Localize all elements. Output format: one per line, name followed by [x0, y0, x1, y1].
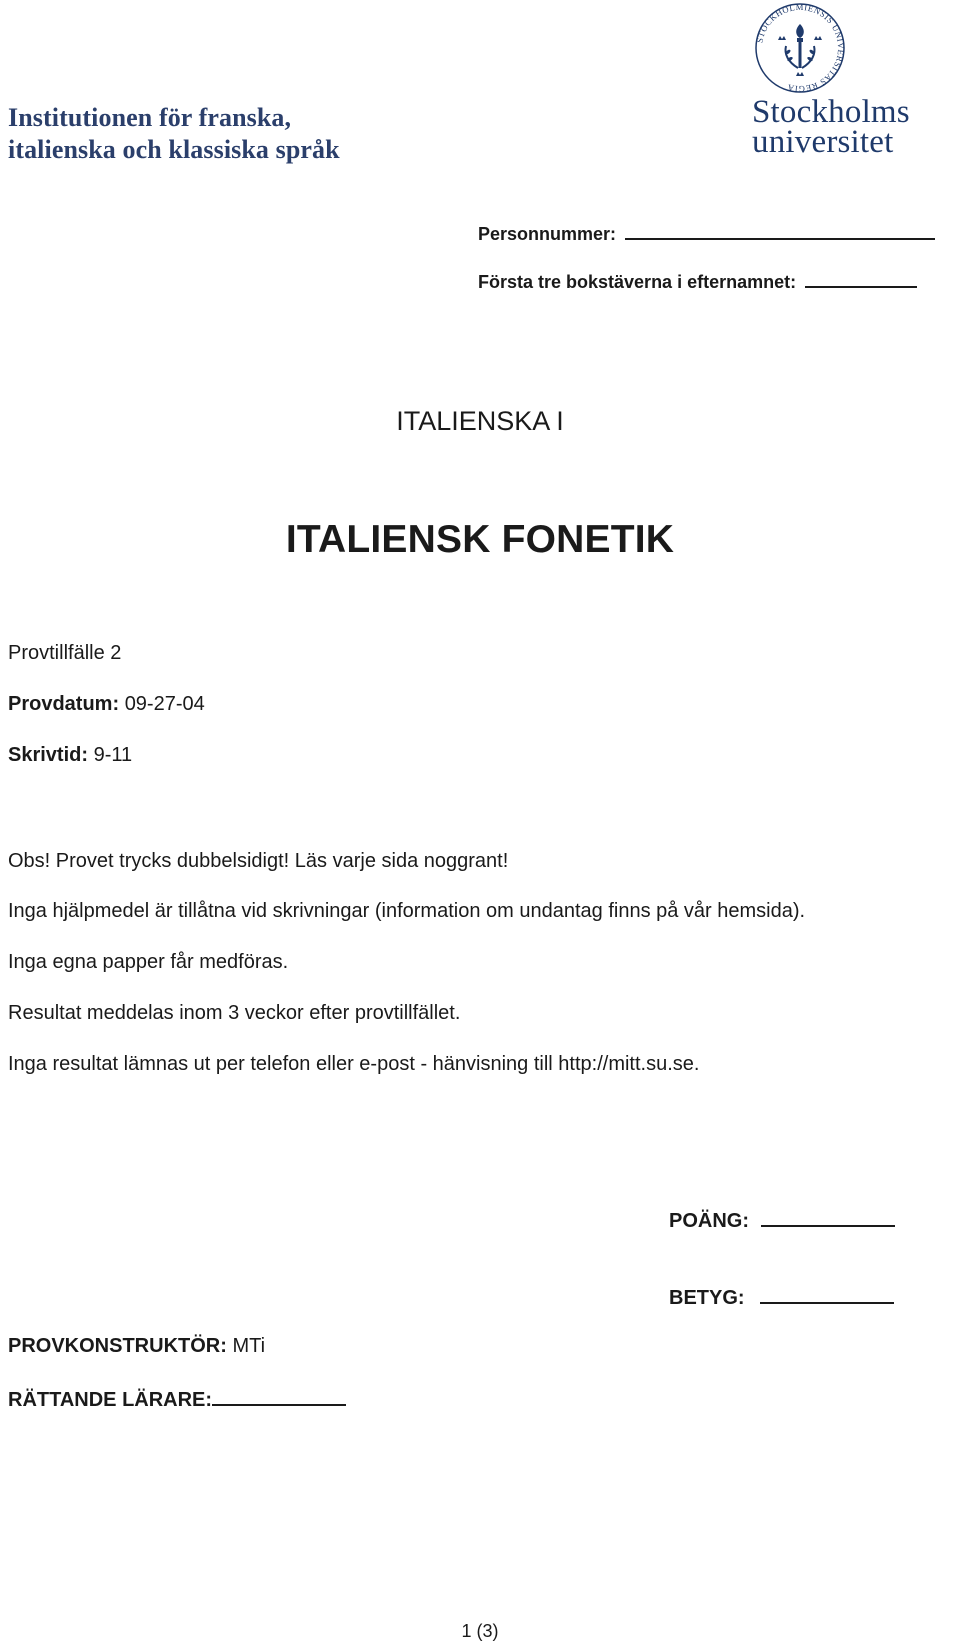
grade-input-line[interactable] [760, 1284, 894, 1304]
constructor-label: PROVKONSTRUKTÖR: [8, 1335, 227, 1357]
exam-time-label: Skrivtid: [8, 744, 89, 766]
exam-time-value: 9-11 [93, 744, 133, 766]
points-field [669, 1207, 895, 1232]
exam-occasion: Provtillfälle 2 [8, 642, 122, 664]
grader-field [8, 1386, 346, 1412]
department-name [8, 102, 340, 166]
instruction-item: Resultat meddelas inom 3 veckor efter provtillfället. [8, 1002, 461, 1024]
surname-input-line[interactable] [805, 268, 917, 288]
exam-title: ITALIENSK FONETIK [285, 518, 675, 561]
exam-date-label: Provdatum: [8, 693, 120, 715]
course-title: ITALIENSKA I [396, 406, 564, 436]
exam-date [8, 692, 205, 716]
university-seal-icon [754, 2, 846, 94]
points-input-line[interactable] [761, 1207, 895, 1227]
university-name-line2: universitet [752, 124, 894, 160]
department-name-line1: Institutionen för franska, [8, 103, 292, 132]
university-name [752, 94, 910, 160]
instruction-item: Inga hjälpmedel är tillåtna vid skrivningar (information om undantag finns på vår hemsida). [8, 900, 806, 922]
grader-input-line[interactable] [212, 1386, 346, 1406]
university-name-line1: Stockholms [752, 94, 910, 130]
surname-field [478, 268, 917, 293]
page-number: 1 (3) [461, 1621, 499, 1641]
constructor-value: MTi [232, 1335, 266, 1357]
grade-field [669, 1284, 894, 1309]
constructor-field [8, 1334, 265, 1358]
instruction-item: Obs! Provet trycks dubbelsidigt! Läs varje sida noggrant! [8, 850, 509, 872]
grade-label: BETYG: [669, 1287, 745, 1309]
instruction-item: Inga egna papper får medföras. [8, 951, 289, 973]
personnummer-input-line[interactable] [625, 220, 935, 240]
points-label: POÄNG: [669, 1210, 749, 1232]
exam-time [8, 743, 132, 767]
personnummer-field [478, 220, 935, 245]
instruction-item: Inga resultat lämnas ut per telefon eller e-post - hänvisning till http://mitt.su.se. [8, 1053, 700, 1075]
surname-label: Första tre bokstäverna i efternamnet: [478, 272, 797, 292]
grader-label: RÄTTANDE LÄRARE: [8, 1389, 213, 1411]
department-name-line2: italienska och klassiska språk [8, 135, 340, 164]
exam-date-value: 09-27-04 [124, 693, 205, 715]
seal-text: STOCKHOLMIENSIS UNIVERSITAS REGIA [754, 2, 846, 94]
personnummer-label: Personnummer: [478, 224, 617, 244]
